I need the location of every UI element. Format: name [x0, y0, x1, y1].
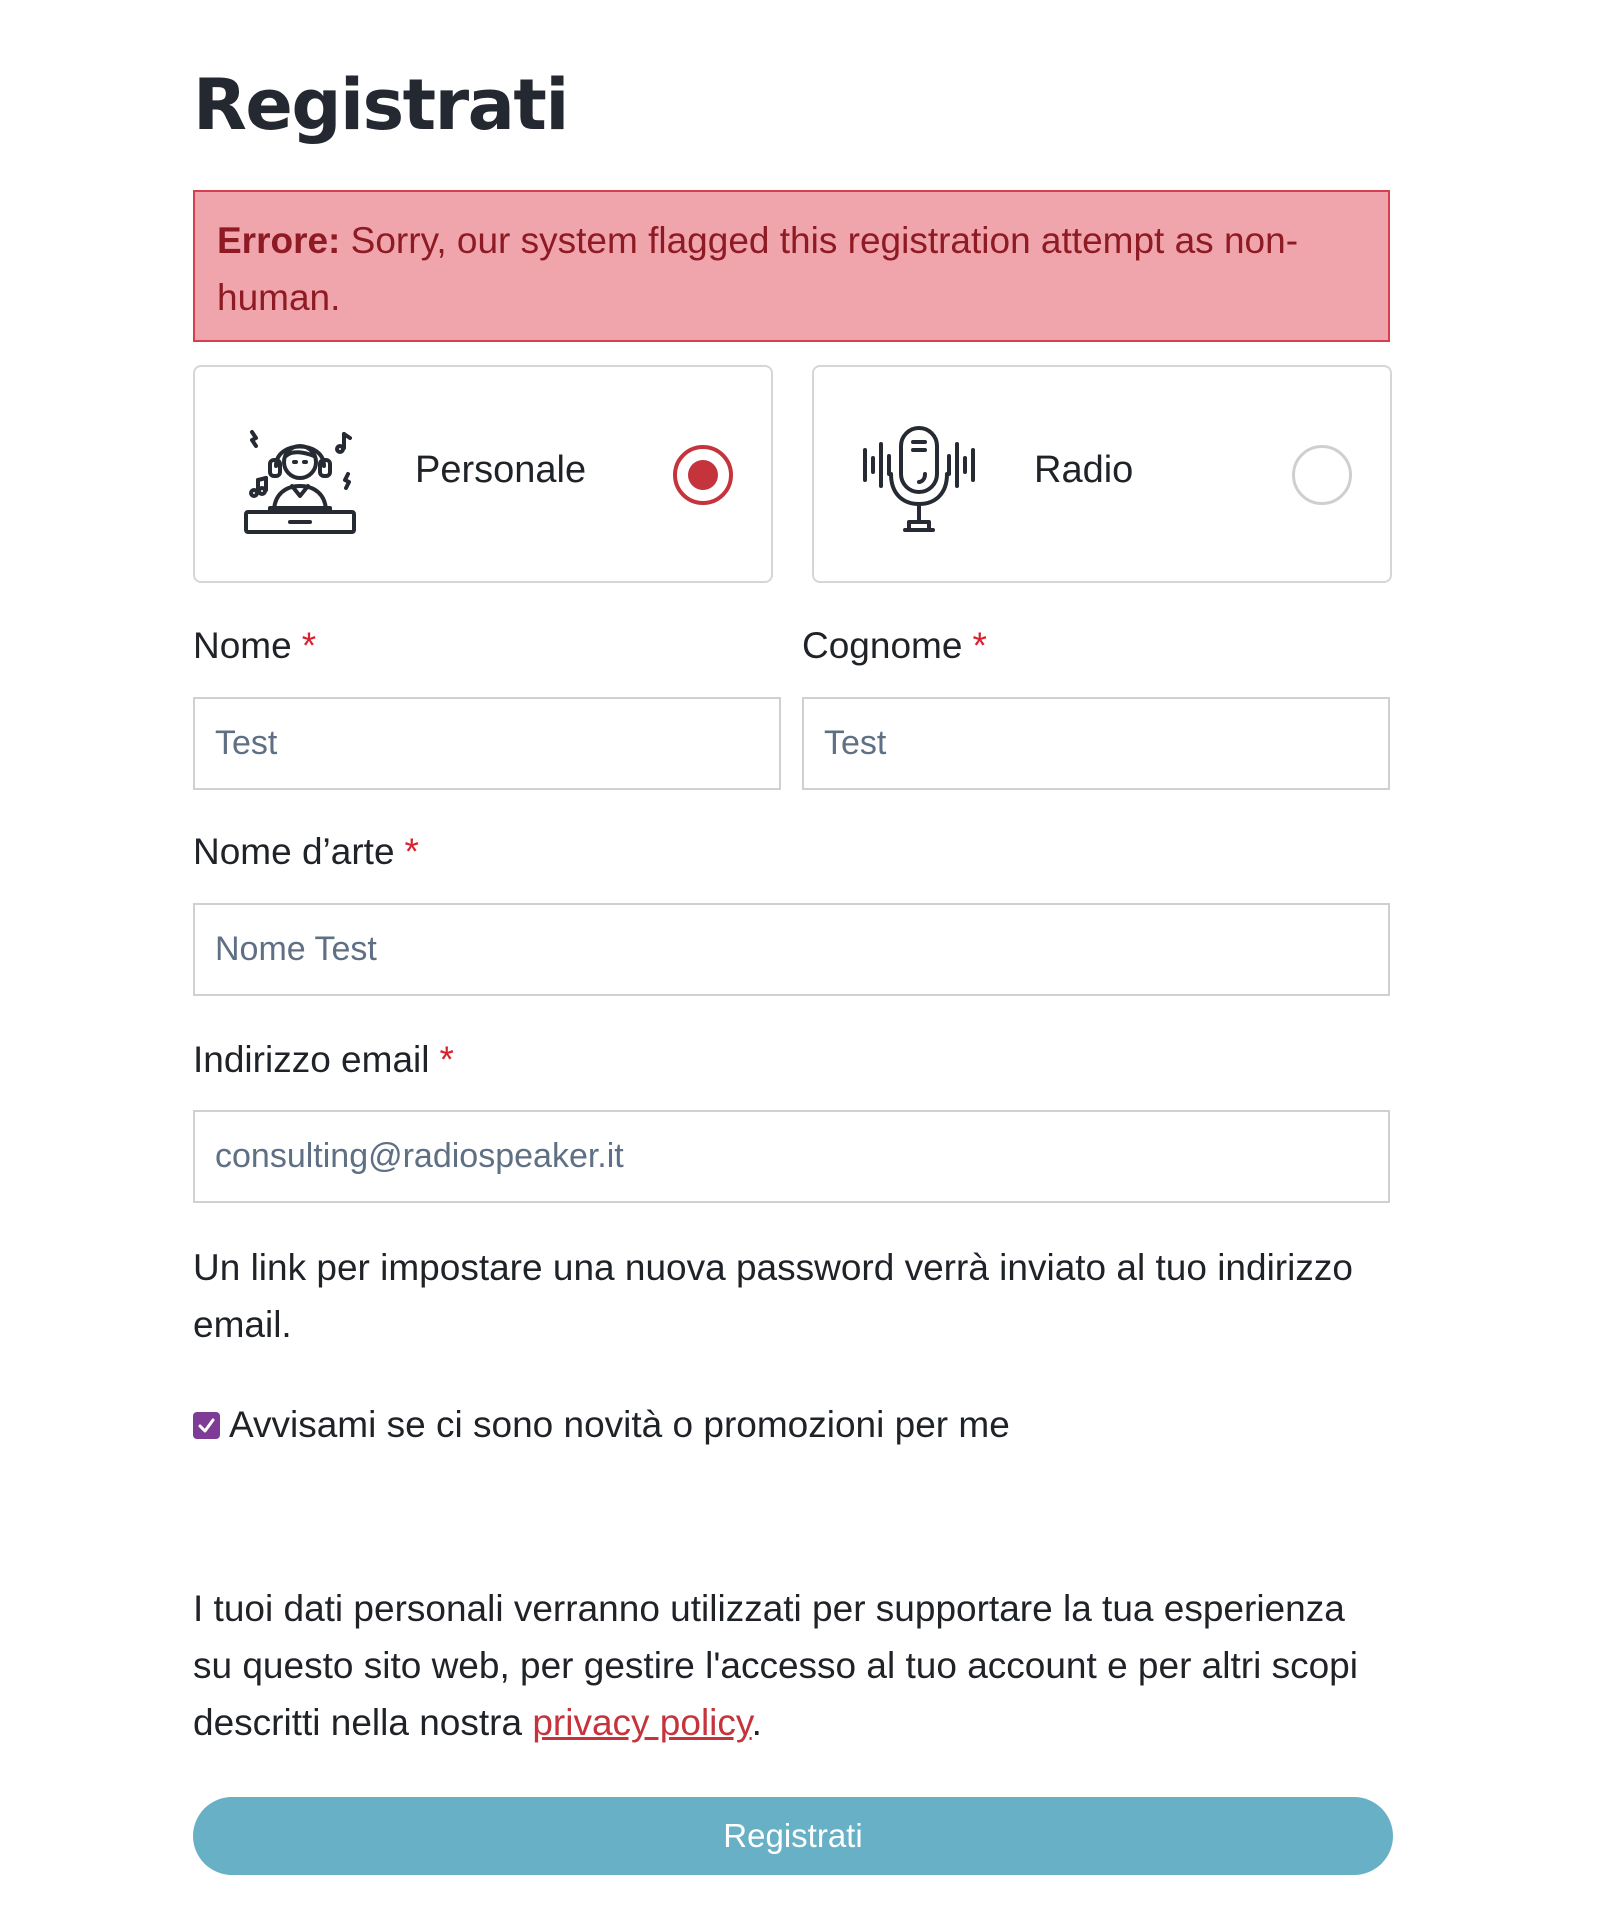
stage-name-label-text: Nome d’arte	[193, 831, 395, 872]
stage-name-input[interactable]	[193, 903, 1390, 996]
checkmark-icon	[196, 1415, 217, 1436]
podcast-microphone-icon	[859, 422, 979, 540]
account-type-radio-label: Radio	[1034, 449, 1134, 491]
account-type-personal-card[interactable]	[193, 365, 773, 583]
account-type-radio-card[interactable]	[812, 365, 1392, 583]
dj-headphones-icon	[240, 422, 360, 540]
page-title: Registrati	[193, 64, 568, 146]
privacy-text-end: .	[751, 1702, 762, 1743]
email-label-text: Indirizzo email	[193, 1039, 430, 1080]
error-label: Errore:	[217, 220, 341, 261]
privacy-notice	[193, 1580, 1393, 1751]
email-input[interactable]	[193, 1110, 1390, 1203]
account-type-personal-radio[interactable]	[673, 445, 733, 505]
newsletter-label: Avvisami se ci sono novità o promozioni per me	[229, 1404, 1010, 1445]
first-name-label	[193, 625, 316, 667]
account-type-personal-label: Personale	[415, 449, 587, 491]
account-type-radio-radio[interactable]	[1292, 445, 1352, 505]
register-button[interactable]: Registrati	[193, 1797, 1393, 1875]
required-asterisk: *	[439, 1039, 454, 1080]
account-type-selector	[193, 365, 1390, 585]
password-note: Un link per impostare una nuova password verrà inviato al tuo indirizzo email.	[193, 1247, 1353, 1345]
newsletter-checkbox[interactable]	[193, 1412, 220, 1439]
error-alert	[193, 190, 1390, 342]
first-name-label-text: Nome	[193, 625, 292, 666]
last-name-label-text: Cognome	[802, 625, 963, 666]
stage-name-label	[193, 831, 419, 873]
required-asterisk: *	[972, 625, 987, 666]
last-name-label	[802, 625, 987, 667]
last-name-input[interactable]	[802, 697, 1390, 790]
required-asterisk: *	[301, 625, 317, 666]
error-message: Sorry, our system flagged this registration attempt as non-human.	[217, 220, 1299, 318]
privacy-text: I tuoi dati personali verranno utilizzati per supportare la tua esperienza su questo sito web, per gestire l'accesso al tuo account e per altri scopi descritti nella nostra	[193, 1588, 1358, 1743]
first-name-input[interactable]	[193, 697, 781, 790]
required-asterisk: *	[404, 831, 419, 872]
privacy-policy-link[interactable]: privacy policy	[532, 1702, 752, 1743]
email-label	[193, 1039, 454, 1081]
